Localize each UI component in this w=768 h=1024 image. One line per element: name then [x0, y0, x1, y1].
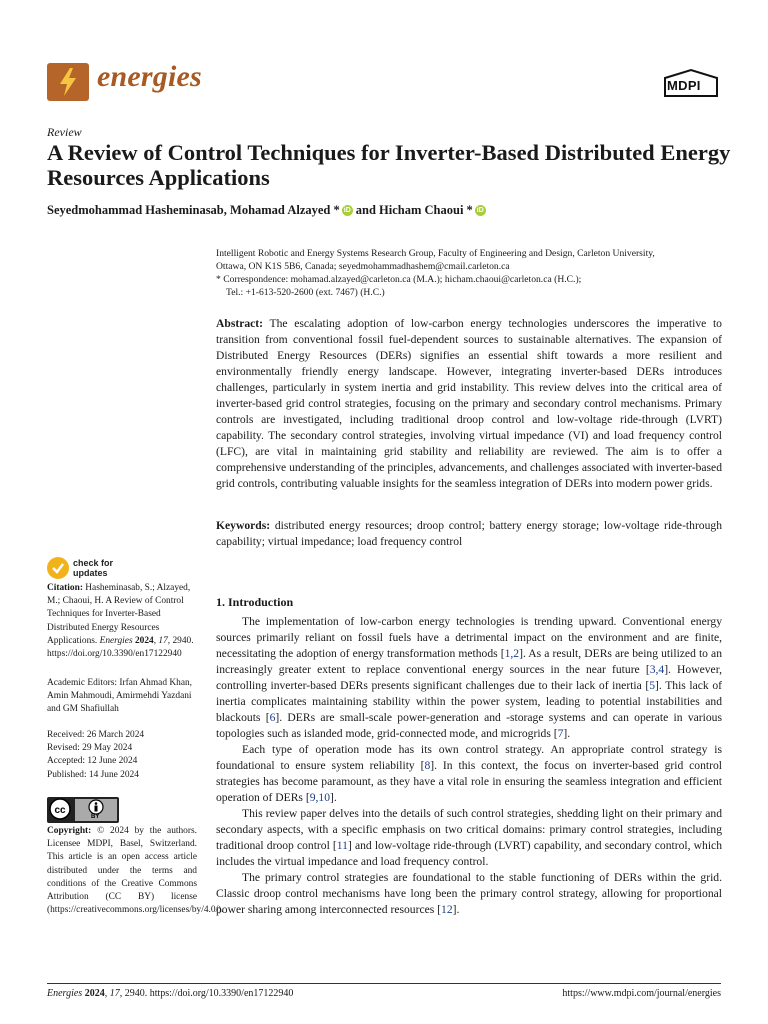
introduction-body [216, 614, 722, 918]
published-date: Published: 14 June 2024 [47, 769, 139, 780]
citation-link[interactable]: 7 [557, 727, 564, 740]
telephone-line: Tel.: +1-613-520-2600 (ext. 7467) (H.C.) [226, 287, 385, 298]
footer-divider [47, 983, 721, 984]
accepted-date: Accepted: 12 June 2024 [47, 756, 138, 767]
paragraph: The implementation of low-carbon energy technologies is trending upward. Conventional energy sources primarily reliant on fossil fuels have a detrimental impact on the environment and are finite, necessitating the adoption of energy transformation methods [1,2]. As a result, DERs are being utilized to an increasingly greater extent to replace conventional energy sources in the near future [3,4]. However, controlling inverter-based DERs presents significant challenges due to their lack of inertia [5]. This lack of inertia complicates maintaining stability within the power system, leading to potential instabilities and blackouts [6]. DERs are small-scale power-generation and -storage systems and can operate in various topologies such as islanded mode, grid-connected mode, and microgrids [7]. [216, 615, 723, 740]
author-name[interactable]: Seyedmohammad Hasheminasab, [47, 203, 227, 217]
abstract-label: Abstract: [216, 317, 264, 330]
citation-link[interactable]: 8 [424, 759, 431, 772]
affiliation-block [216, 247, 726, 299]
author-name[interactable]: Hicham Chaoui * [379, 203, 473, 217]
copyright-block: Copyright: © 2024 by the authors. Licensee MDPI, Basel, Switzerland. This article is an open access article distributed under the terms and conditions of the Creative Commons Attribution (CC BY) license (https://creativecommons.org/licenses/by/4.0/). [47, 826, 224, 916]
citation-link[interactable]: 11 [336, 839, 348, 852]
academic-editors: Academic Editors: Irfan Ahmad Khan, Amin Mahmoudi, Amirmehdi Yazdani and GM Shafiullah [47, 678, 193, 715]
article-type: Review [47, 125, 82, 139]
revised-date: Revised: 29 May 2024 [47, 743, 133, 754]
orcid-icon[interactable]: iD [476, 207, 484, 214]
abstract [216, 316, 722, 492]
footer-citation: Energies 2024, 17, 2940. https://doi.org/10.3390/en17122940 [47, 988, 294, 999]
svg-text:cc: cc [54, 805, 66, 816]
affiliation-line: Intelligent Robotic and Energy Systems Research Group, Faculty of Engineering and Design, Carleton University, [216, 248, 655, 259]
citation-journal: Energies [99, 635, 133, 646]
check-icon [47, 557, 69, 579]
citation-link[interactable]: 6 [269, 711, 276, 724]
affiliation-line: Ottawa, ON K1S 5B6, Canada; seyedmohammadhashem@cmail.carleton.ca [216, 261, 510, 272]
dates-block [47, 729, 197, 782]
article-title: A Review of Control Techniques for Inverter-Based Distributed Energy Resources Applications [47, 140, 731, 190]
keywords [216, 518, 722, 550]
author-name[interactable]: Mohamad Alzayed * [230, 203, 340, 217]
section-heading: 1. Introduction [216, 595, 294, 609]
paragraph: The primary control strategies are foundational to the stable functioning of DERs within the grid. Classic droop control mechanisms have long been the primary control strategy, allowing for proportional power sharing among interconnected resources [12]. [216, 871, 722, 916]
citation-link[interactable]: 12 [441, 903, 453, 916]
correspondence-line: * Correspondence: mohamad.alzayed@carleton.ca (M.A.); hicham.chaoui@carleton.ca (H.C.); [216, 274, 582, 285]
orcid-icon[interactable]: iD [343, 207, 351, 214]
journal-name: energies [97, 60, 202, 93]
author-conjunction: and [355, 203, 376, 217]
citation-link[interactable]: 3,4 [649, 663, 665, 676]
cc-license-icon[interactable] [47, 797, 119, 823]
paragraph: Each type of operation mode has its own control strategy. An appropriate control strategy is foundational to ensure system reliability [8]. In this context, the focus on inverter-based grid control strategies has become paramount, as they have a vital role in ensuring the seamless integration and efficient operation of DERs [9,10]. [216, 743, 722, 804]
keywords-label: Keywords: [216, 519, 271, 532]
mdpi-logo[interactable] [662, 68, 720, 100]
keywords-text: distributed energy resources; droop control; battery energy storage; low-voltage ride-through capability; virtual impedance; load frequency control [216, 519, 722, 548]
check-for-updates-button[interactable] [47, 557, 113, 579]
paragraph: This review paper delves into the details of such control strategies, shedding light on their primary and secondary aspects, with a specific emphasis on two critical domains: primary control strategies, including traditional droop control [11] and low-voltage ride-through (LVRT) capability, and secondary control, which includes the virtual impedance and load frequency control. [216, 807, 722, 868]
author-list [47, 203, 489, 218]
citation-link[interactable]: 9,10 [309, 791, 330, 804]
journal-logo-icon [47, 63, 89, 101]
citation-label: Citation: [47, 583, 83, 593]
publisher-name: MDPI [667, 78, 701, 93]
citation-link[interactable]: 5 [649, 679, 656, 692]
copyright-label: Copyright: [47, 826, 92, 836]
check-label: check for [73, 558, 114, 568]
received-date: Received: 26 March 2024 [47, 730, 145, 740]
footer-journal-url[interactable]: https://www.mdpi.com/journal/energies [562, 988, 721, 999]
citation-block: Citation: Hasheminasab, S.; Alzayed, M.; Chaoui, H. A Review of Control Techniques for Inverter-Based Distributed Energy Resources Applications. Energies 2024, 17, 2940. https://doi.org/10.3390/en17122940 [47, 583, 194, 660]
citation-link[interactable]: 1,2 [504, 647, 520, 660]
check-label: updates [73, 568, 108, 578]
cc-by-label: BY [91, 814, 100, 820]
abstract-text: The escalating adoption of low-carbon energy technologies underscores the imperative to transition from conventional fossil fuel-dependent sources to sustainable alternatives. The expansion of Distributed Energy Resources (DERs) signifies an essential shift towards a more resilient and environmentally friendly energy landscape. However, integrating inverter-based DERs introduces challenges, particularly in system inertia and grid instability. This review delves into the critical area of inverter-based grid control strategies, focusing on the primary and secondary control mechanisms. Primary controls are investigated, including traditional droop control and low-voltage ride-through (LVRT) capability. The secondary control strategies, involving virtual impedance (VI) and load frequency control (LFC), are vital in maintaining grid stability and reliability are reviewed. The aim is to offer a comprehensive understanding of the principles, advancements, and challenges associated with inverter-based grid controls, contributing valuable insights for the seamless integration of DERs into modern power grids. [216, 317, 722, 490]
